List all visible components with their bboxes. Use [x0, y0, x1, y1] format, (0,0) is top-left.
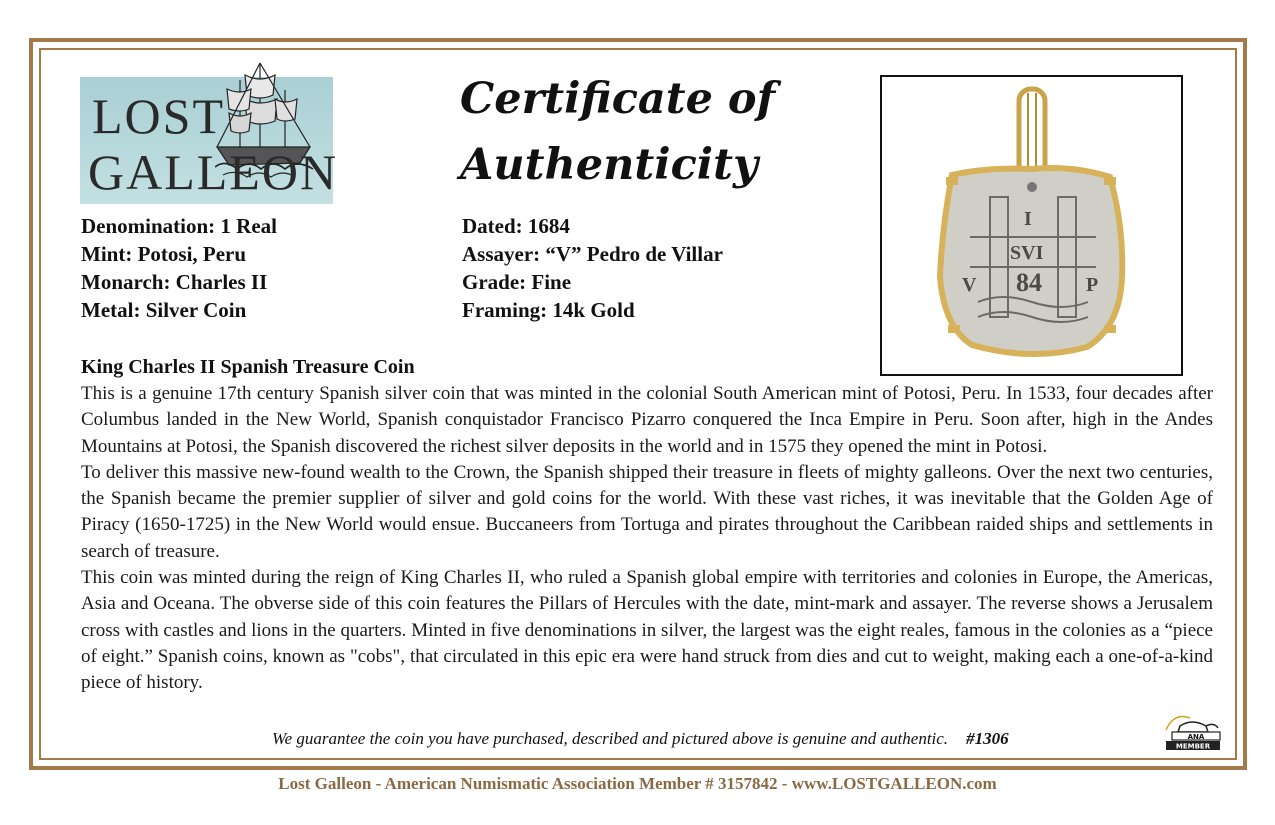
section-heading: King Charles II Spanish Treasure Coin [81, 356, 415, 378]
coin-mark-left: V [962, 274, 977, 296]
spec-mint: Mint: Potosi, Peru [81, 242, 247, 266]
guarantee-statement [272, 728, 1009, 750]
ana-member-badge-icon [1160, 708, 1224, 752]
logo-word-galleon: GALLEON [88, 144, 339, 200]
spec-monarch: Monarch: Charles II [81, 270, 268, 294]
spec-framing: Framing: 14k Gold [462, 298, 635, 322]
spec-denomination: Denomination: 1 Real [81, 214, 277, 238]
paragraph: This is a genuine 17th century Spanish silver coin that was minted in the colonial South American mint of Potosi, Peru. In 1533, four decades after Columbus landed in the New World, Spanish conquistador Francisco Pizarro conquered the Inca Empire in Peru. Soon after, high in the Andes Mountains at Potosi, the Spanish discovered the richest silver deposits in the world and in 1575 they opened the mint in Potosi. [81, 383, 1213, 457]
body-text [81, 381, 1213, 697]
ana-badge-top: ANA [1187, 733, 1205, 741]
guarantee-text: We guarantee the coin you have purchased, described and pictured above is genuine and authentic. [272, 729, 949, 748]
coin-mark-mid: SVI [1010, 242, 1044, 264]
coin-pendant-image [882, 77, 1181, 374]
spec-dated: Dated: 1684 [462, 214, 570, 238]
coin-photo [880, 75, 1183, 376]
spec-assayer: Assayer: “V” Pedro de Villar [462, 242, 723, 266]
footer-line: Lost Galleon - American Numismatic Association Member # 3157842 - www.LOSTGALLEON.com [278, 774, 997, 793]
certificate-title [460, 66, 800, 198]
spec-grade: Grade: Fine [462, 270, 572, 294]
paragraph: To deliver this massive new-found wealth to the Crown, the Spanish shipped their treasure in fleets of mighty galleons. Over the next two centuries, the Spanish became the premier supplier of silver and gold coins for the world. With these vast riches, it was inevitable that the Golden Age of Piracy (1650-1725) in the New World would ensue. Buccaneers from Tortuga and pirates throughout the Caribbean raided ships and settlements in search of treasure. [81, 461, 1213, 562]
ana-badge-bottom: MEMBER [1175, 742, 1211, 751]
coin-mark-top: I [1024, 208, 1032, 230]
coin-mark-date: 84 [1016, 268, 1042, 297]
coin-mark-right: P [1086, 274, 1099, 296]
title-line-1: Certificate of [460, 74, 776, 124]
spec-list-left [81, 212, 277, 324]
paragraph: This coin was minted during the reign of King Charles II, who ruled a Spanish global empire with territories and colonies in Europe, the Americas, Asia and Oceana. The obverse side of this coin features the Pillars of Hercules with the date, mint-mark and assayer. The reverse shows a Jerusalem cross with castles and lions in the quarters. Minted in five denominations in silver, the largest was the eight reales, famous in the colonies as a “piece of eight.” Spanish coins, known as "cobs", that circulated in this epic era were hand struck from dies and cut to weight, making each a one-of-a-kind piece of history. [81, 567, 1213, 694]
title-line-2: Authenticity [460, 140, 758, 190]
spec-metal: Metal: Silver Coin [81, 298, 247, 322]
certificate-number: #1306 [966, 729, 1009, 748]
logo-word-lost: LOST [92, 88, 225, 144]
spec-list-right [462, 212, 723, 324]
lost-galleon-logo [80, 77, 339, 204]
